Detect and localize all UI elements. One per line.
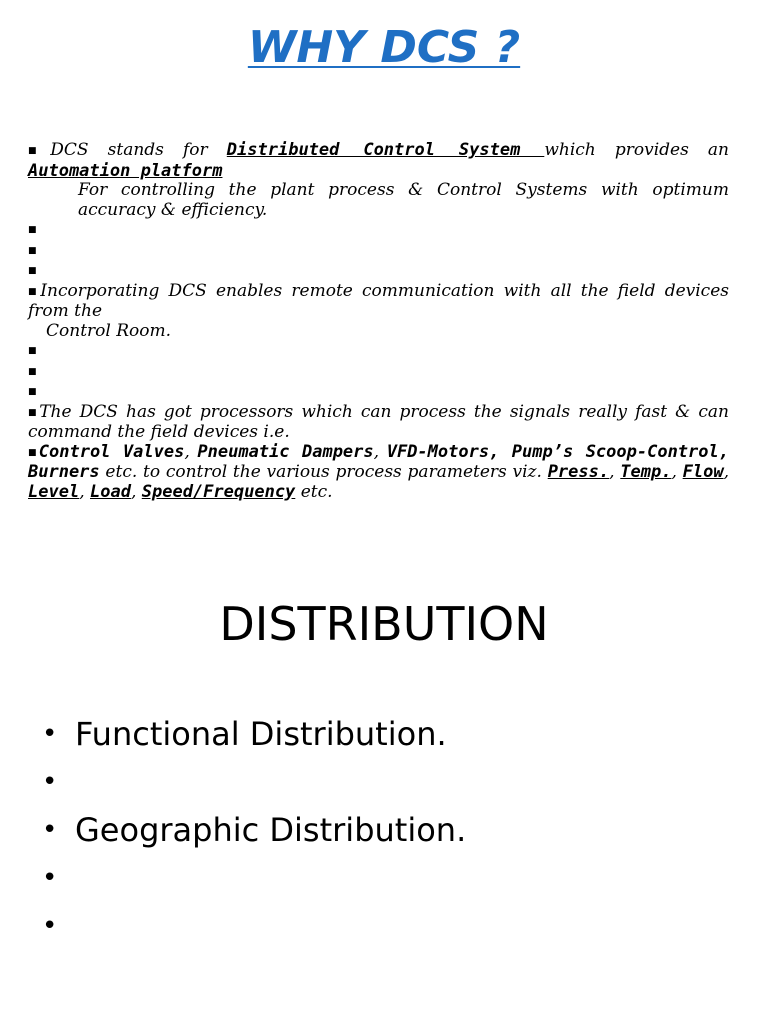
param-flow: Flow bbox=[682, 462, 724, 482]
param-level: Level bbox=[28, 481, 80, 502]
paragraph-field-devices bbox=[28, 443, 729, 503]
device-vfd-motors: VFD-Motors, Pump’s Scoop-Control, Burners bbox=[28, 441, 729, 482]
square-bullet-icon: ■ bbox=[28, 447, 39, 458]
bullet-dot-icon: • bbox=[42, 815, 58, 845]
list-item bbox=[42, 758, 466, 806]
param-speed-frequency: Speed/Frequency bbox=[141, 481, 296, 502]
square-bullet-icon: ■ bbox=[28, 366, 37, 377]
param-load: Load bbox=[90, 481, 131, 502]
separator: , bbox=[723, 462, 729, 482]
square-bullet-icon: ■ bbox=[28, 407, 40, 418]
slide-one-body bbox=[28, 141, 729, 502]
list-item bbox=[42, 710, 466, 758]
square-bullet-icon: ■ bbox=[28, 245, 37, 256]
square-bullet-icon: ■ bbox=[28, 387, 37, 397]
separator: , bbox=[671, 462, 683, 482]
term-automation-platform: Automation platform bbox=[28, 160, 223, 181]
paragraph-continuation: For controlling the plant process & Control Systems with optimum accuracy & efficiency. bbox=[78, 180, 729, 220]
text-span: Incorporating DCS enables remote communication with all the field devices from the bbox=[28, 280, 729, 321]
separator: , bbox=[184, 441, 198, 462]
square-bullet-icon: ■ bbox=[28, 146, 51, 156]
bullet-dot-icon: • bbox=[42, 767, 58, 797]
param-temp: Temp. bbox=[620, 462, 672, 482]
device-control-valves: Control Valves bbox=[38, 441, 185, 462]
paragraph-automation bbox=[28, 162, 729, 182]
text-span: etc. to control the various process parameters viz. bbox=[99, 462, 548, 482]
distribution-list bbox=[42, 710, 466, 950]
list-item bbox=[42, 854, 466, 902]
device-pneumatic-dampers: Pneumatic Dampers bbox=[197, 441, 374, 462]
slide-two-title: DISTRIBUTION bbox=[219, 597, 549, 651]
text-span: which provides an bbox=[544, 140, 730, 160]
separator: , bbox=[130, 481, 142, 502]
empty-bullet bbox=[28, 241, 729, 262]
list-item-label: Functional Distribution. bbox=[75, 715, 447, 753]
bullet-dot-icon: • bbox=[42, 911, 58, 941]
empty-bullet bbox=[28, 341, 729, 362]
text-span: etc. bbox=[295, 481, 333, 502]
list-item-label: Geographic Distribution. bbox=[75, 811, 467, 849]
page-title: WHY DCS ? bbox=[247, 22, 521, 73]
empty-bullet bbox=[28, 382, 729, 403]
square-bullet-icon: ■ bbox=[28, 286, 41, 297]
text-span: The DCS has got processors which can process the signals really fast & can command the field devices i.e. bbox=[28, 401, 729, 442]
list-item bbox=[42, 806, 466, 854]
separator: , bbox=[79, 481, 90, 502]
paragraph-dcs-definition bbox=[28, 141, 729, 162]
separator: , bbox=[373, 441, 387, 462]
param-press: Press. bbox=[547, 462, 610, 482]
paragraph-control-room: Control Room. bbox=[46, 320, 172, 341]
list-item bbox=[42, 902, 466, 950]
square-bullet-icon: ■ bbox=[28, 225, 37, 235]
text-span: DCS stands for bbox=[50, 140, 227, 160]
bullet-dot-icon: • bbox=[42, 719, 58, 749]
term-distributed-control-system: Distributed Control System bbox=[226, 140, 545, 160]
square-bullet-icon: ■ bbox=[28, 266, 37, 276]
square-bullet-icon: ■ bbox=[28, 346, 37, 356]
paragraph-remote-communication bbox=[28, 282, 729, 322]
empty-bullet bbox=[28, 362, 729, 383]
paragraph-processors bbox=[28, 403, 729, 443]
bullet-dot-icon: • bbox=[42, 863, 58, 893]
empty-bullet bbox=[28, 220, 729, 241]
separator: , bbox=[609, 462, 621, 482]
empty-bullet bbox=[28, 261, 729, 282]
